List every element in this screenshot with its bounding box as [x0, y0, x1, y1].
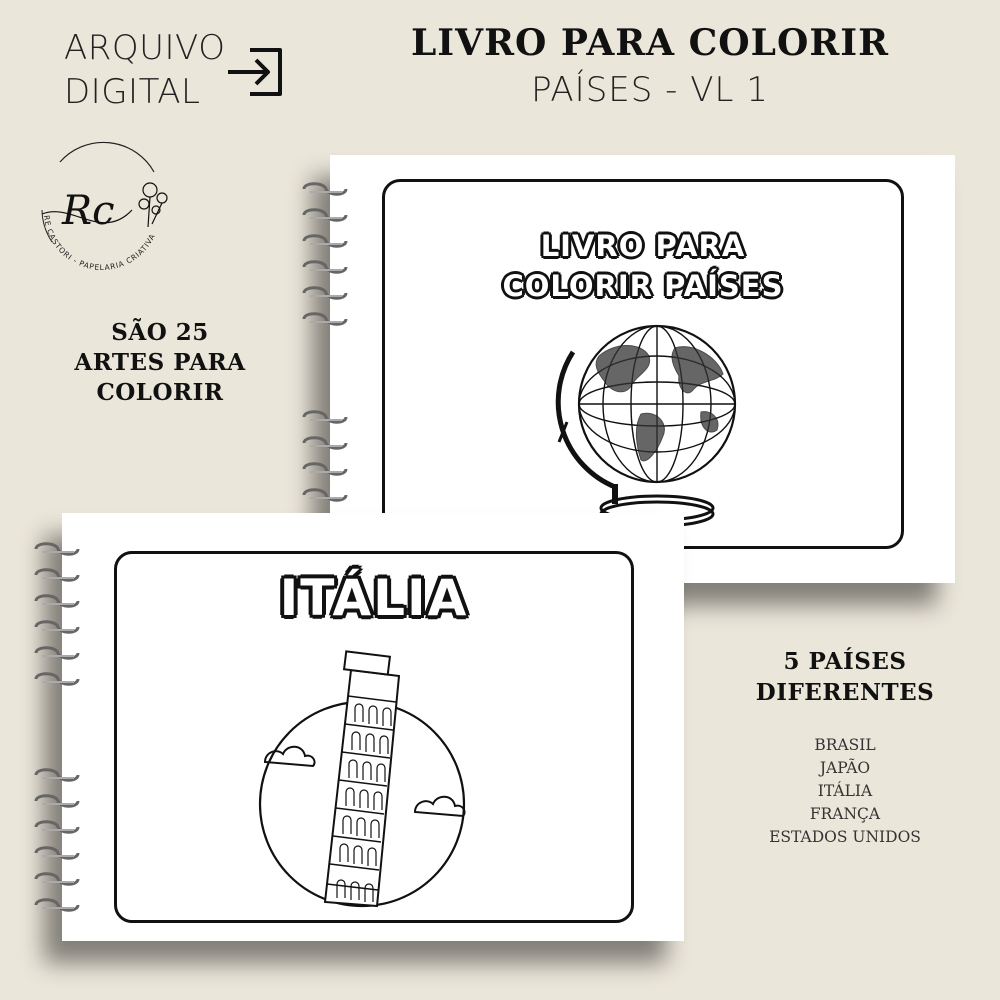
logo-ring-text: RE CASTORI - PAPELARIA CRIATIVA: [42, 214, 158, 273]
page-title: LIVRO PARA COLORIR: [410, 22, 890, 64]
brand-logo: [22, 132, 182, 282]
cloud-icon-2: [415, 797, 465, 816]
digital-file-line2: DIGITAL: [64, 72, 201, 112]
list-item: ITÁLIA: [817, 782, 873, 800]
cover-title-line2: COLORIR PAÍSES: [502, 269, 784, 303]
feature-right-line2: DIFERENTES: [755, 679, 935, 706]
globe-icon: [545, 312, 745, 532]
flower-icon: [139, 183, 167, 227]
feature-right-line1: 5 PAÍSES: [783, 648, 907, 675]
login-arrow-icon: [226, 40, 290, 104]
feature-art-count: [40, 318, 280, 408]
cover-title: [385, 226, 901, 306]
cover-title-line1: LIVRO PARA: [540, 229, 746, 263]
italy-title: ITÁLIA: [279, 569, 469, 627]
feature-left-line2: ARTES PARA: [74, 349, 246, 376]
digital-file-line1: ARQUIVO: [64, 28, 226, 68]
spiral-binding-top-1: [302, 180, 350, 336]
feature-countries-title: [730, 646, 960, 708]
cover-frame: [382, 179, 904, 549]
list-item: FRANÇA: [809, 805, 881, 823]
spiral-binding-bottom-1: [34, 540, 82, 696]
italy-frame: [114, 551, 634, 923]
notebook-italy-preview: [62, 513, 684, 941]
list-item: ESTADOS UNIDOS: [769, 828, 921, 846]
spiral-binding-bottom-2: [34, 766, 82, 922]
feature-left-line3: COLORIR: [96, 379, 224, 406]
country-list: [730, 734, 960, 849]
logo-monogram: Rc: [62, 188, 115, 234]
leaning-tower-icon: [247, 644, 497, 914]
list-item: JAPÃO: [819, 759, 871, 777]
digital-file-label: [64, 26, 225, 114]
feature-left-line1: SÃO 25: [111, 319, 209, 346]
list-item: BRASIL: [814, 736, 876, 754]
page-subtitle: PAÍSES - VL 1: [531, 70, 769, 110]
